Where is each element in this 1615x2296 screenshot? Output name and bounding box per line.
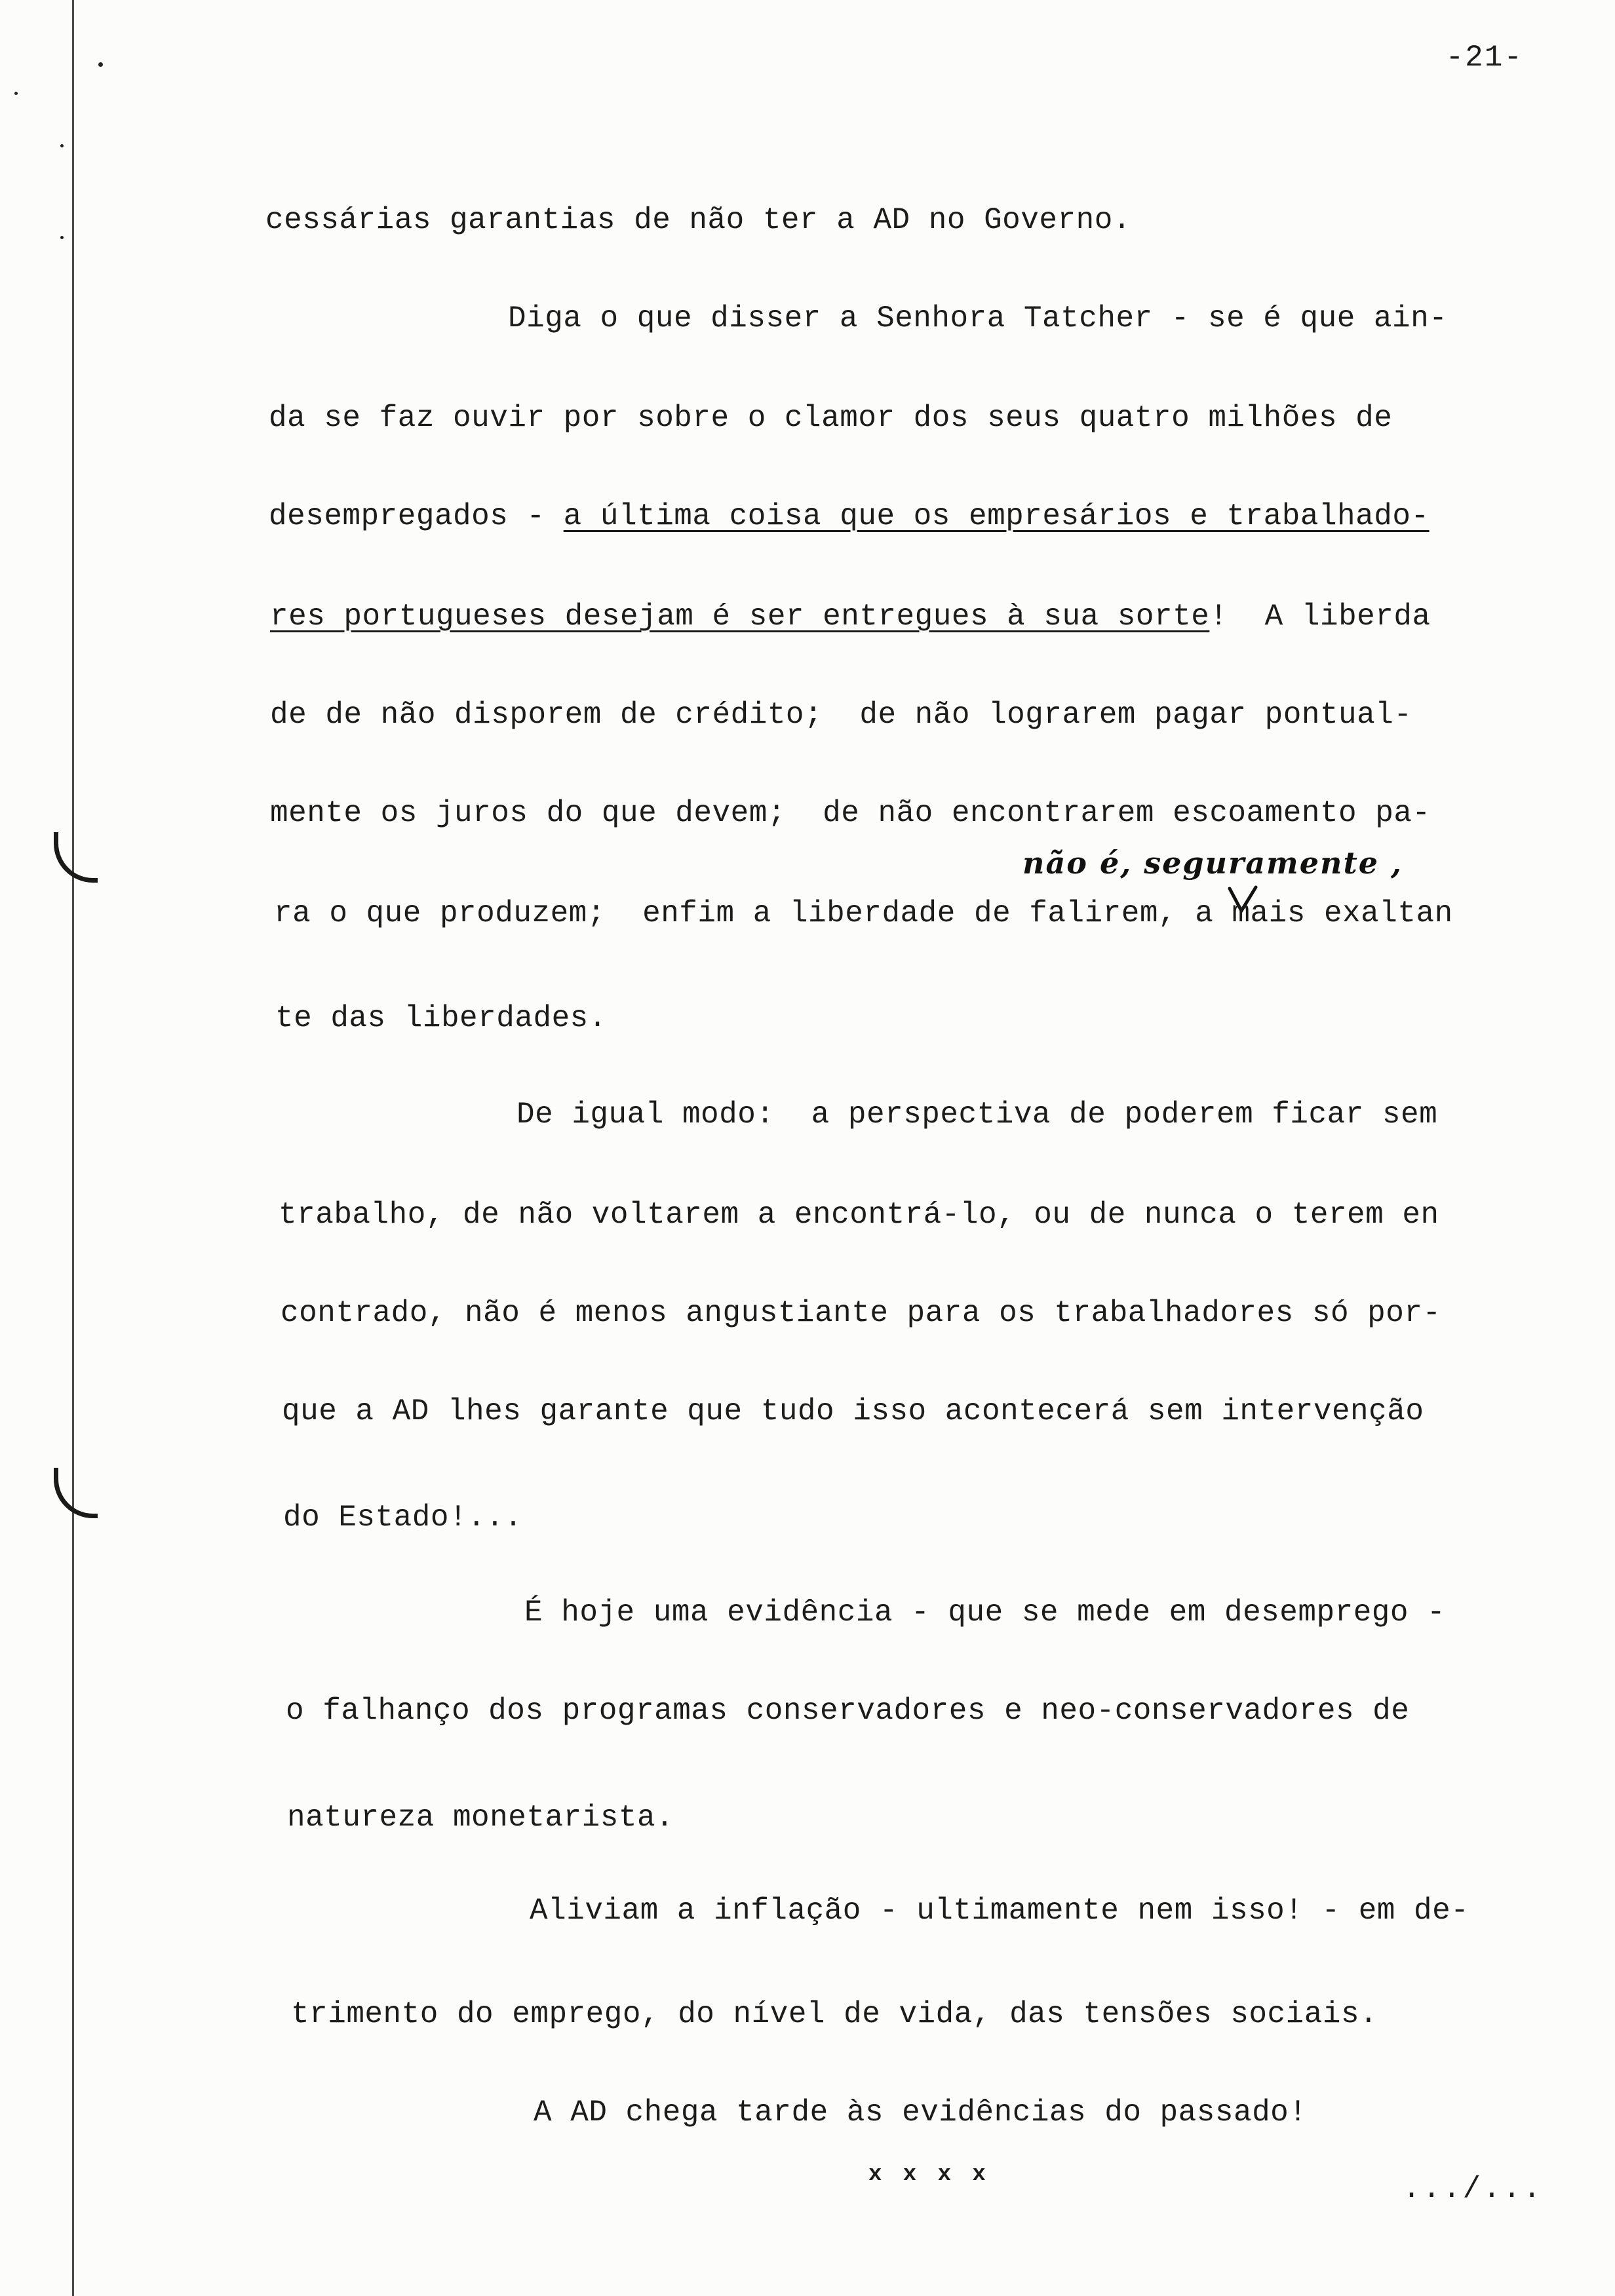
text-line-4-plain: desempregados - xyxy=(269,499,564,533)
text-line-1: cessárias garantias de não ter a AD no Governo. xyxy=(265,203,1131,237)
text-line-19: trimento do emprego, do nível de vida, das tensões sociais. xyxy=(291,1997,1378,2031)
punch-hole-mark-upper xyxy=(54,832,98,883)
text-line-17: natureza monetarista. xyxy=(287,1801,674,1835)
text-line-8: ra o que produzem; enfim a liberdade de falirem, a mais exaltan xyxy=(274,896,1453,930)
text-line-5 xyxy=(270,600,1431,634)
binding-edge-line xyxy=(72,0,74,2296)
ink-speck xyxy=(60,236,64,239)
ink-speck xyxy=(14,92,18,95)
underlined-phrase-part-2: res portugueses desejam é ser entregues à sua sorte xyxy=(270,600,1210,634)
text-line-5-plain: ! A liberda xyxy=(1209,600,1431,634)
text-line-4 xyxy=(269,499,1430,533)
text-line-10: De igual modo: a perspectiva de poderem ficar sem xyxy=(516,1098,1438,1132)
text-line-12: contrado, não é menos angustiante para os trabalhadores só por- xyxy=(281,1296,1441,1330)
continuation-mark: .../... xyxy=(1402,2172,1543,2206)
text-line-20: A AD chega tarde às evidências do passado! xyxy=(534,2095,1308,2130)
ink-speck xyxy=(98,62,103,67)
text-line-3: da se faz ouvir por sobre o clamor dos seus quatro milhões de xyxy=(269,401,1393,435)
ink-speck xyxy=(60,144,64,147)
underlined-phrase-part-1: a última coisa que os empresários e trabalhado- xyxy=(563,499,1430,533)
text-line-15: É hoje uma evidência - que se mede em desemprego - xyxy=(524,1596,1446,1630)
text-line-18: Aliviam a inflação - ultimamente nem isso! - em de- xyxy=(530,1894,1469,1928)
text-line-2: Diga o que disser a Senhora Tatcher - se é que ain- xyxy=(508,301,1448,335)
text-line-7: mente os juros do que devem; de não encontrarem escoamento pa- xyxy=(270,796,1431,830)
punch-hole-mark-lower xyxy=(54,1468,98,1518)
handwritten-insertion: não é, seguramente , xyxy=(1022,845,1403,881)
text-line-13: que a AD lhes garante que tudo isso acontecerá sem intervenção xyxy=(282,1394,1424,1428)
text-line-6: de de não disporem de crédito; de não lograrem pagar pontual- xyxy=(270,698,1412,732)
text-line-11: trabalho, de não voltarem a encontrá-lo, ou de nunca o terem en xyxy=(279,1198,1439,1232)
text-line-16: o falhanço dos programas conservadores e neo-conservadores de xyxy=(286,1694,1410,1728)
page-number: -21- xyxy=(1445,41,1523,75)
text-line-14: do Estado!... xyxy=(283,1501,523,1535)
text-line-9: te das liberdades. xyxy=(275,1001,607,1035)
section-separator: x x x x xyxy=(868,2162,990,2187)
